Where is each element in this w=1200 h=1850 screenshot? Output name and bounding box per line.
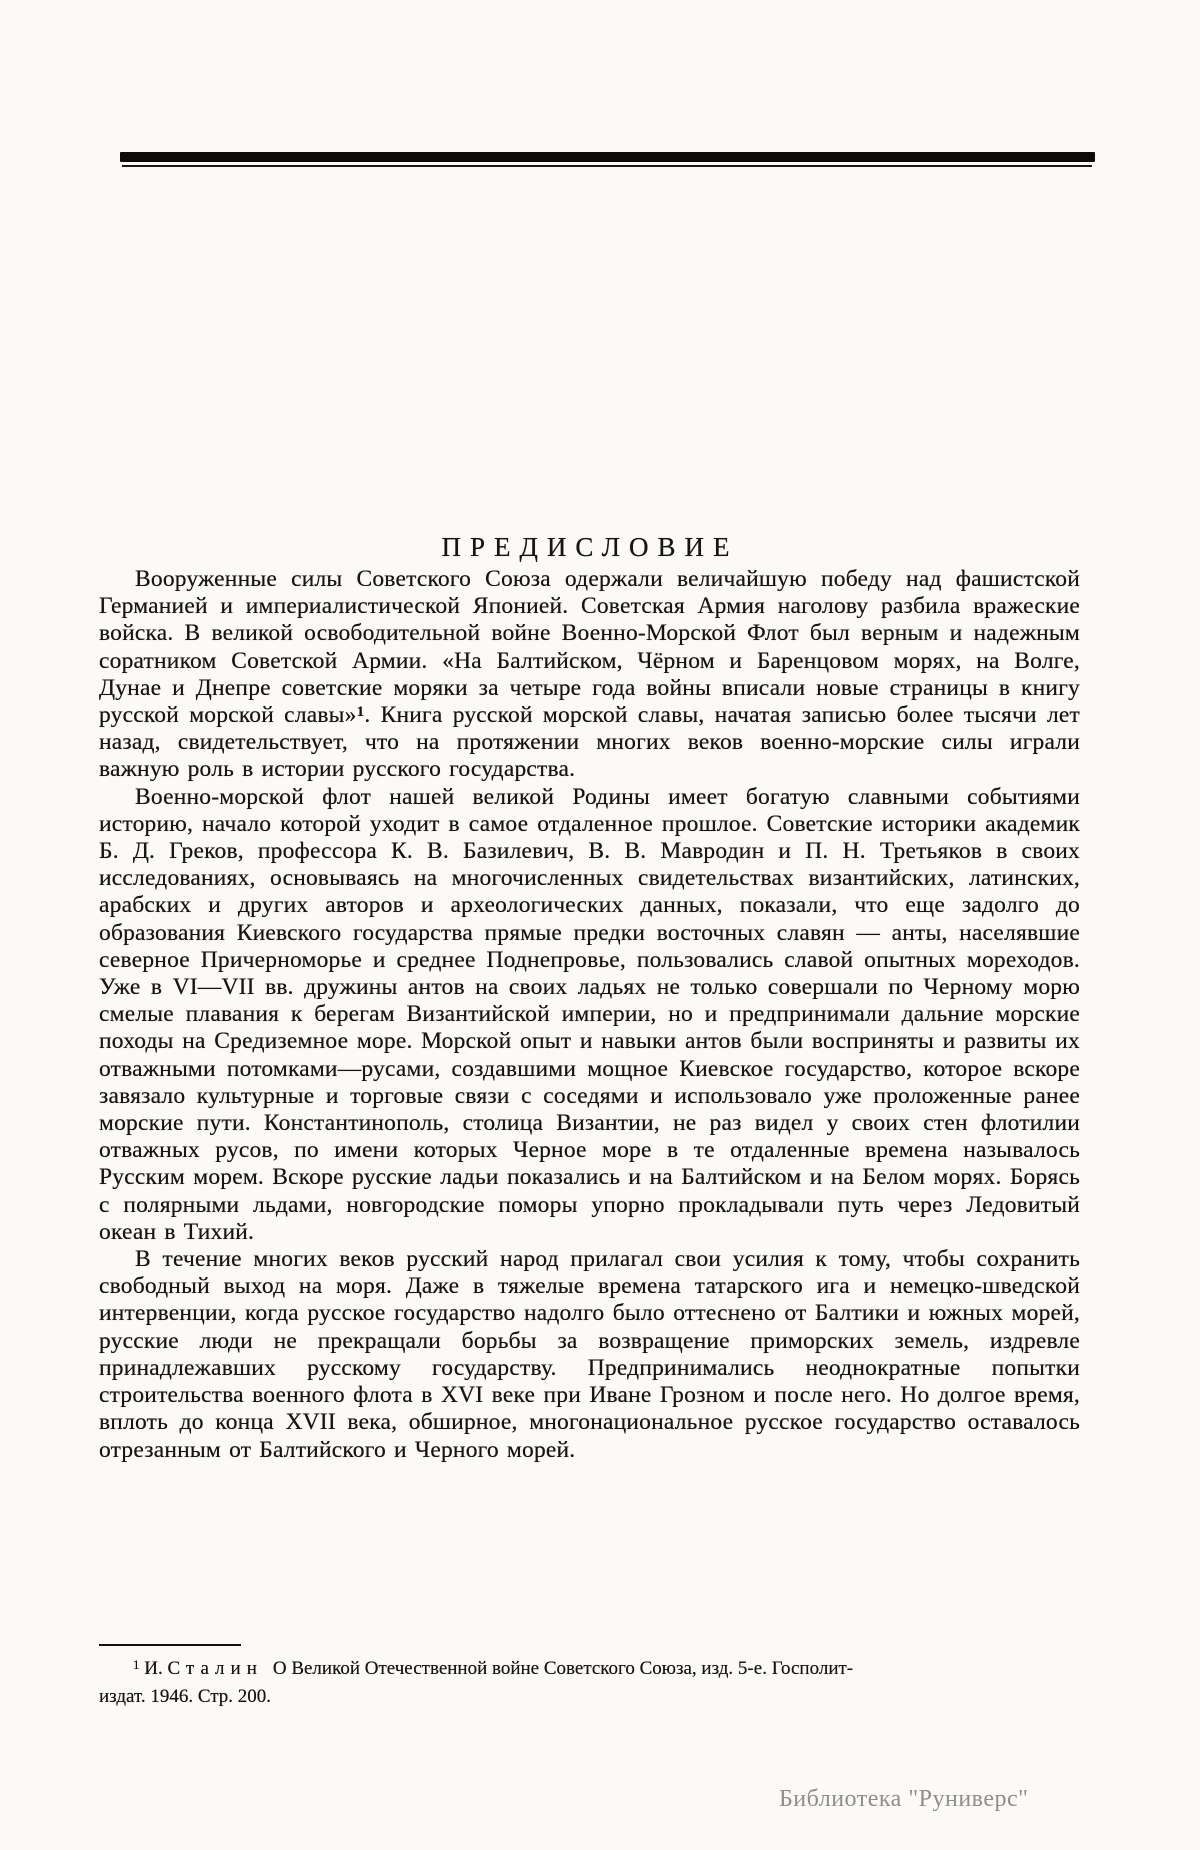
footnote-citation-text: О Великой Отечественной войне Советского Союза, изд. 5-е. Госполит- <box>272 1658 854 1679</box>
footnote-marker: 1 <box>133 1657 140 1672</box>
footnote-line-2: издат. 1946. Стр. 200. <box>99 1686 272 1707</box>
footnote-author-surname: Сталин <box>167 1658 263 1679</box>
paragraph-3: В течение многих веков русский народ прилагал свои усилия к тому, чтобы сохранить свободный выход на моря. Даже в тяжелые времена татарского ига и немецко-шведской интервенции, когда русское государство надолго было оттеснено от Балтики и южных морей, русские люди не прекращали борьбы за возвращение приморских земель, издревле принадлежавших русскому государству. Предпринимались неоднократные попытки строительства военного флота в XVI веке при Иване Грозном и после него. Но долгое время, вплоть до конца XVII века, обширное, многонациональное русское государство оставалось отрезанным от Балтийского и Черного морей. <box>99 1246 1080 1463</box>
paragraph-2: Военно-морской флот нашей великой Родины имеет богатую славными событиями историю, начало которой уходит в самое отдаленное прошлое. Советские историки академик Б. Д. Греков, профессора К. В. Базилевич, В. В. Мавродин и П. Н. Третьяков в своих исследованиях, основываясь на многочисленных свидетельствах византийских, латинских, арабских и других авторов и археологических данных, показали, что еще задолго до образования Киевского государства прямые предки восточных славян — анты, населявшие северное Причерноморье и среднее Поднепровье, пользовались славой опытных мореходов. Уже в VI—VII вв. дружины антов на своих ладьях не только совершали по Черному морю смелые плавания к берегам Византийской империи, но и предпринимали дальние морские походы на Средиземное море. Морской опыт и навыки антов были восприняты и развиты их отважными потомками—русами, создавшими мощное Киевское государство, которое вскоре завязало культурные и торговые связи с соседями и использовало уже проложенные ранее морские пути. Константинополь, столица Византии, не раз видел у своих стен флотилии отважных русов, по имени которых Черное море в те отдаленные времена называлось Русским морем. Вскоре русские ладьи показались и на Балтийском и на Белом морях. Борясь с полярными льдами, новгородские поморы упорно прокладывали путь через Ледовитый океан в Тихий. <box>99 783 1080 1245</box>
library-watermark: Библиотека "Руниверс" <box>779 1786 1029 1812</box>
paragraph-1 <box>99 566 1080 784</box>
footnote-author-initial: И. <box>144 1658 163 1679</box>
footnote-reference-marker: 1 <box>356 704 365 721</box>
footnote-divider <box>99 1644 241 1646</box>
page-title: ПРЕДИСЛОВИЕ <box>441 532 739 563</box>
paragraph-1-continuation: . Книга русской морской славы, начатая записью более тысячи лет назад, свидетельствует, что на протяжении многих веков военно-морские силы играли важную роль в истории русского государства. <box>99 702 1080 783</box>
footnote-line-1 <box>99 1655 1080 1683</box>
paragraph-1-text: Вооруженные силы Советского Союза одержали величайшую победу над фашистской Германией и империалистической Японией. Советская Армия наголову разбила вражеские войска. В великой освободительной войне Военно-Морской Флот был верным и надежным соратником Советской Армии. «На Балтийском, Чёрном и Баренцовом морях, на Волге, Дунае и Днепре советские моряки за четыре года войны вписали новые страницы в книгу русской морской славы» <box>99 566 1080 729</box>
preface-body <box>99 566 1080 1464</box>
footnote <box>99 1644 1080 1711</box>
top-rule-thin <box>122 165 1092 167</box>
top-rule-thick <box>120 152 1095 162</box>
